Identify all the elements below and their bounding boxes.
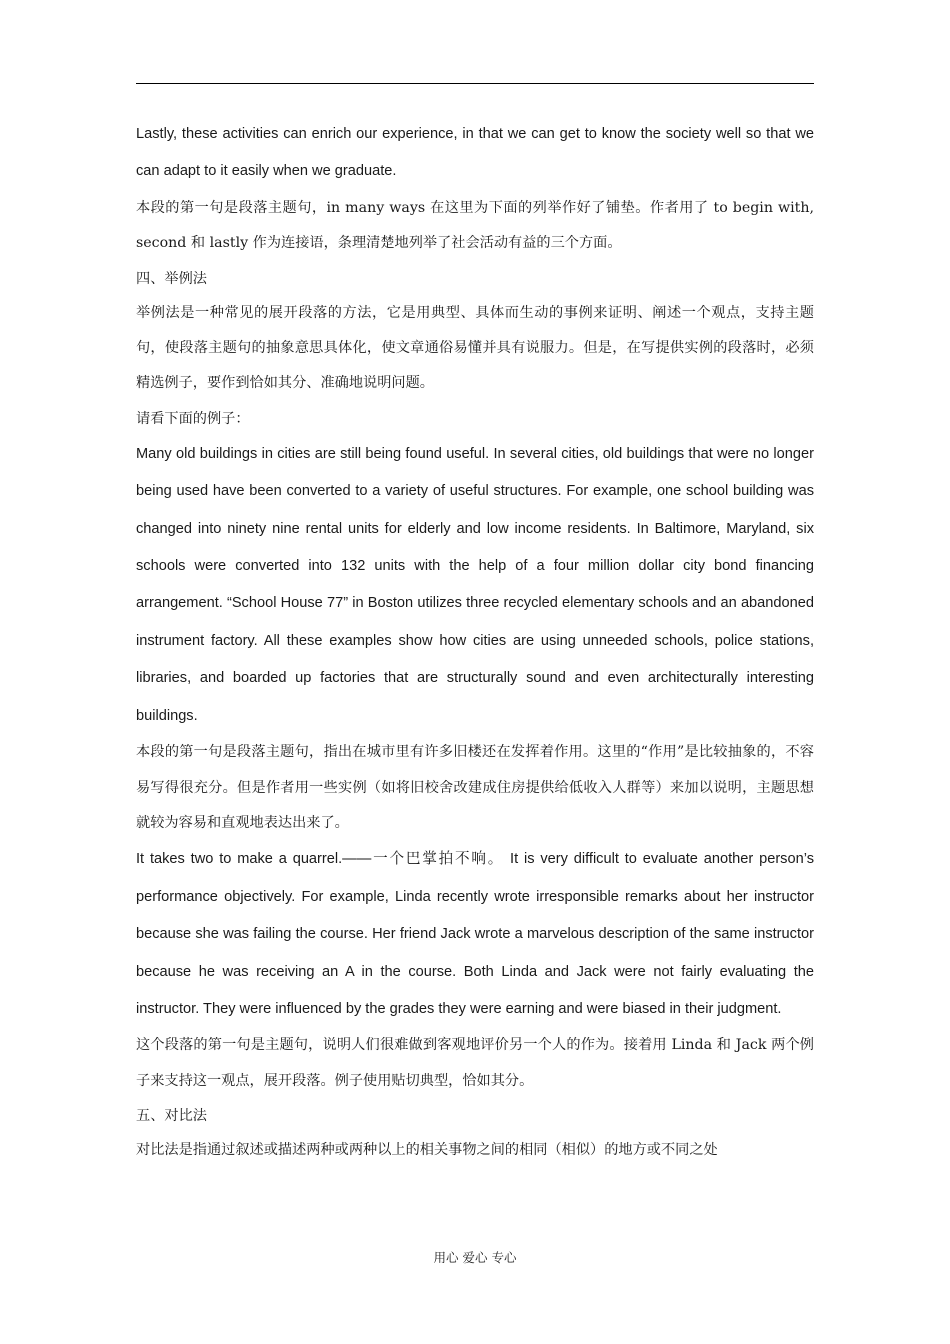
- page-footer: 用心 爱心 专心: [433, 1250, 517, 1265]
- paragraph-contrast-method-intro: 对比法是指通过叙述或描述两种或两种以上的相关事物之间的相同（相似）的地方或不同之处: [136, 1142, 718, 1159]
- paragraph-analysis-listing: 本段的第一句是段落主题句，in many ways 在这里为下面的列举作好了铺垫。作者用了 to begin with, second 和 lastly 作为连接语，条理清楚地列举了社会活动有益的三个方面。: [136, 199, 814, 252]
- paragraph-old-buildings-analysis: 本段的第一句是段落主题句，指出在城市里有许多旧楼还在发挥着作用。这里的“作用”是比较抽象的，不容易写得很充分。但是作者用一些实例（如将旧校舍改建成住房提供给低收入人群等）来加以说明，主题思想就较为容易和直观地表达出来了。: [136, 744, 814, 831]
- section-heading-example-method: 四、举例法: [136, 270, 207, 287]
- paragraph-example-method-intro: 举例法是一种常见的展开段落的方法，它是用典型、具体而生动的事例来证明、阐述一个观点，支持主题句，使段落主题句的抽象意思具体化，使文章通俗易懂并具有说服力。但是，在写提供实例的段落时，必须精选例子，要作到恰如其分、准确地说明问题。: [136, 304, 814, 392]
- paragraph-see-example: 请看下面的例子：: [136, 410, 250, 427]
- body-text: [136, 116, 814, 1169]
- paragraph-activities-conclusion: Lastly, these activities can enrich our experience, in that we can get to know the society well so that we can adapt to it easily when we graduate.: [136, 126, 814, 180]
- paragraph-quarrel-example: It takes two to make a quarrel.——一个巴掌拍不响。 It is very difficult to evaluate another person’s performance objectively. For example, Linda recently wrote irresponsible remarks about her instructor because she was failing the course. Her friend Jack wrote a marvelous description of the same instructor because he was receiving an A in the course. Both Linda and Jack were not fairly evaluating the instructor. They were influenced by the grades they were earning and were biased in their judgment.: [136, 851, 814, 1017]
- paragraph-quarrel-analysis: 这个段落的第一句是主题句，说明人们很难做到客观地评价另一个人的作为。接着用 Linda 和 Jack 两个例子来支持这一观点，展开段落。例子使用贴切典型，恰如其分。: [136, 1037, 814, 1089]
- header-rule: [136, 83, 814, 84]
- section-heading-contrast-method: 五、对比法: [136, 1108, 207, 1125]
- paragraph-old-buildings-example: Many old buildings in cities are still being found useful. In several cities, old buildings that were no longer being used have been converted to a variety of useful structures. For example, one school building was changed into ninety nine rental units for elderly and low income residents. In Baltimore, Maryland, six schools were converted into 132 units with the help of a four million dollar city bond financing arrangement. “School House 77” in Boston utilizes three recycled elementary schools and an abandoned instrument factory. All these examples show how cities are using unneeded schools, police stations, libraries, and boarded up factories that are structurally sound and even architecturally interesting buildings.: [136, 445, 814, 724]
